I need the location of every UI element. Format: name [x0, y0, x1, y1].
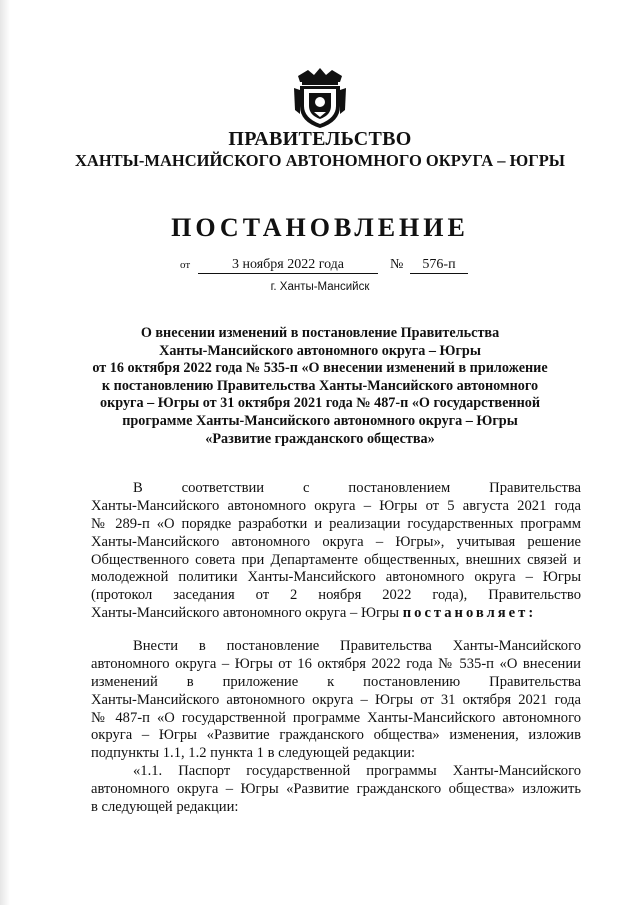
text-line: подпункты 1.1, 1.2 пункта 1 в следующей редакции: [91, 745, 416, 762]
text-line: Внести в постановление Правительства Ханты-Мансийского [133, 638, 581, 654]
title-line: к постановлению Правительства Ханты-Мансийского автономного [101, 377, 539, 394]
text-line: округа – Югры «Развитие гражданского общества» изменения, изложив [91, 727, 581, 744]
text-line: «1.1. Паспорт государственной программы Ханты-Мансийского [133, 763, 581, 779]
text-line: № 487-п «О государственной программе Ханты-Мансийского автономного [91, 709, 581, 726]
text-line: Общественного совета при Департаменте общественных, внешних связей и [91, 551, 581, 568]
document-date: 3 ноября 2022 года [198, 257, 378, 274]
from-label: от [180, 259, 191, 271]
title-line: О внесении изменений в постановление Правительства [140, 325, 500, 341]
text-line: № 289-п «О порядке разработки и реализации государственных программ [91, 515, 581, 532]
city: г. Ханты-Мансийск [270, 281, 370, 293]
subclause-paragraph [91, 763, 581, 817]
text-line: (протокол заседания от 2 ноября 2022 года), Правительство [91, 587, 581, 604]
document-title [80, 325, 560, 448]
text-line [91, 605, 581, 623]
title-line: округа – Югры от 31 октября 2021 года № 487-п «О государственной [99, 395, 541, 412]
text-line-part: Ханты-Мансийского автономного округа – Югры [91, 605, 400, 622]
date-line [180, 257, 500, 277]
text-line: Ханты-Мансийского автономного округа – Югры», учитывая решение [91, 533, 581, 550]
title-line: «Развитие гражданского общества» [205, 430, 435, 447]
text-line: автономного округа – Югры от 16 октября 2022 года № 535-п «О внесении [91, 655, 581, 672]
text-line: Ханты-Мансийского автономного округа – Югры от 31 октября 2021 года [91, 691, 581, 708]
number-label: № [390, 257, 404, 272]
org-name: ПРАВИТЕЛЬСТВО [228, 128, 412, 150]
text-line: автономного округа – Югры «Развитие гражданского общества» изложить [91, 780, 581, 797]
text-line: в следующей редакции: [91, 798, 239, 815]
text-line: В соответствии с постановлением Правительства [133, 480, 581, 496]
org-region: ХАНТЫ-МАНСИЙСКОГО АВТОНОМНОГО ОКРУГА – ЮГРЫ [75, 151, 565, 170]
preamble-paragraph [91, 480, 581, 623]
text-line: молодежной политики Ханты-Мансийского автономного округа – Югры [91, 569, 581, 586]
title-line: программе Ханты-Мансийского автономного округа – Югры [122, 412, 518, 429]
title-line: от 16 октября 2022 года № 535-п «О внесении изменений в приложение [92, 360, 548, 377]
coat-of-arms-icon [292, 66, 348, 130]
text-line: изменений в приложение к постановлению Правительства [91, 673, 581, 690]
title-line: Ханты-Мансийского автономного округа – Югры [159, 342, 481, 359]
document-number: 576-п [410, 257, 468, 274]
text-line: Ханты-Мансийского автономного округа – Югры от 5 августа 2021 года [91, 497, 581, 514]
resolves-word: постановляет: [402, 605, 537, 622]
operative-paragraph [91, 638, 581, 763]
document-type: ПОСТАНОВЛЕНИЕ [171, 213, 469, 242]
